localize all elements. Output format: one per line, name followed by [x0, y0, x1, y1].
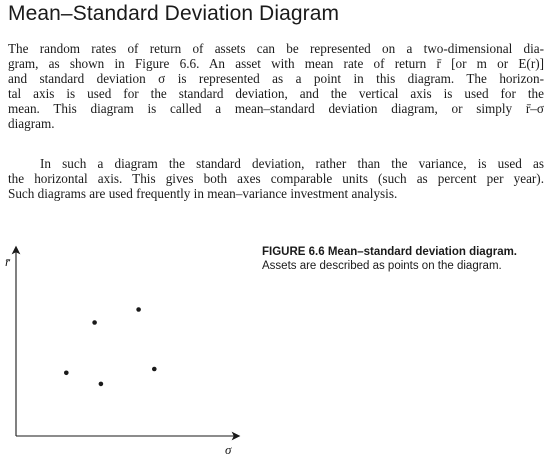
mean-std-diagram [0, 236, 260, 464]
x-axis-label: σ [225, 442, 232, 457]
paragraph-1-line: diagram. [8, 116, 55, 131]
asset-point-4 [136, 307, 141, 312]
caption-figure-label: FIGURE 6.6 [262, 246, 325, 258]
paragraph-1-line: gram, as shown in Figure 6.6. An asset with mean rate of return r̄ [or m or E(r)] [8, 56, 544, 71]
figure-caption [262, 245, 547, 273]
paragraph-2-line: Such diagrams are used frequently in mean–variance investment analysis. [8, 186, 398, 201]
asset-point-5 [152, 367, 157, 372]
paragraph-1-line: mean. This diagram is called a mean–standard deviation diagram, or simply r̄–σ [8, 101, 544, 116]
paragraph-2 [8, 156, 544, 201]
caption-title: Mean–standard deviation diagram. [327, 246, 518, 258]
asset-point-1 [64, 371, 69, 376]
asset-point-2 [92, 320, 97, 325]
paragraph-1-line: The random rates of return of assets can be represented on a two-dimensional dia- [8, 41, 544, 56]
section-heading: Mean–Standard Deviation Diagram [8, 2, 340, 25]
paragraph-2-line: the horizontal axis. This gives both axes comparable units (such as percent per year). [8, 171, 544, 186]
paragraph-1-line: tal axis is used for the standard deviation, and the vertical axis is used for the [8, 86, 544, 101]
paragraph-1 [8, 41, 544, 131]
paragraph-1-line: and standard deviation σ is represented as a point in this diagram. The horizon- [8, 71, 544, 86]
y-axis-label: r̄ [5, 254, 11, 269]
caption-text: Assets are described as points on the diagram. [262, 260, 502, 272]
paragraph-2-line: In such a diagram the standard deviation, rather than the variance, is used as [40, 156, 544, 171]
data-points [64, 307, 157, 386]
asset-point-3 [99, 382, 104, 387]
